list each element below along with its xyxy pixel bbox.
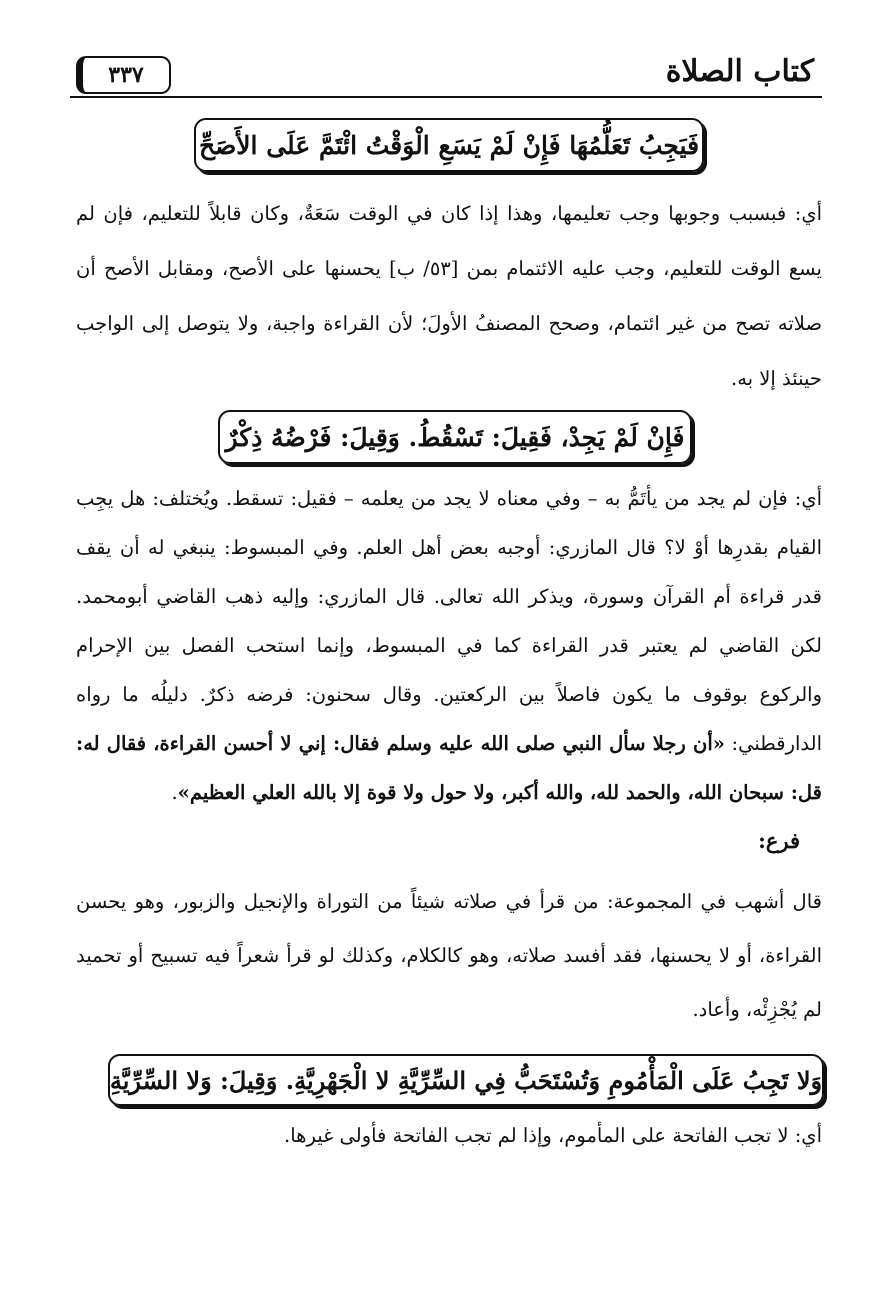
- commentary-text-3: أي: لا تجب الفاتحة على المأموم، وإذا لم تجب الفاتحة فأولى غيرها.: [284, 1124, 822, 1147]
- matn-box-3: [108, 1054, 824, 1106]
- matn-text-2: فَإِنْ لَمْ يَجِدْ، فَقِيلَ: تَسْقُطُ. وَقِيلَ: فَرْضُهُ ذِكْرٌ: [225, 422, 685, 452]
- far-paragraph: [76, 875, 822, 1037]
- matn-box-2: [218, 410, 692, 464]
- commentary-paragraph-2: [76, 474, 822, 817]
- matn-text-1: فَيَجِبُ تَعَلُّمُهَا فَإِنْ لَمْ يَسَعِ الْوَقْتُ ائْتَمَّ عَلَى الأَصَحِّ: [198, 130, 700, 160]
- book-title: كتاب الصلاة: [665, 54, 814, 89]
- hadith-quote: «أن رجلا سأل النبي صلى الله عليه وسلم فقال: إني لا أحسن القراءة، فقال له: قل: سبحان الله، والحمد لله، والله أكبر، ولا حول ولا قوة إلا بالله العلي العظيم»: [76, 732, 822, 804]
- commentary-text-2: أي: فإن لم يجد من يأتَمُّ به – وفي معناه لا يجد من يعلمه – فقيل: تسقط. ويُختلف: هل يجِب القيام بقدرِها أوْ لا؟ قال المازري: أوجبه بعض أهل العلم. وفي المبسوط: ينبغي له أن يقف قدر قراءة أم القرآن وسورة، ويذكر الله تعالى. قال المازري: وإليه ذهب القاضي أبومحمد. لكن القاضي لم يعتبر قدر القراءة كما في المبسوط، وإنما استحب الفصل بين الإحرام والركوع بوقوف ما يكون فاصلاً بين الركعتين. وقال سحنون: فرضه ذكرٌ. دليلُه ما رواه الدارقطني:: [76, 487, 822, 755]
- page-header: [70, 52, 822, 100]
- matn-box-1: [194, 118, 704, 172]
- commentary-paragraph-3: [76, 1112, 822, 1160]
- far-heading: فرع:: [758, 828, 800, 853]
- far-text: قال أشهب في المجموعة: من قرأ في صلاته شيئاً من التوراة والإنجيل والزبور، وهو يحسن القراءة، أو لا يحسنها، فقد أفسد صلاته، وهو كالكلام، وكذلك لو قرأ شعراً فيه تسبيح أو تحميد لم يُجْزِئْه، وأعاد.: [76, 890, 822, 1021]
- commentary-text-2-end: .: [171, 781, 178, 804]
- commentary-text-1: أي: فبسبب وجوبها وجب تعليمها، وهذا إذا كان في الوقت سَعَةٌ، وكان قابلاً للتعليم، فإن لم يسع الوقت للتعليم، وجب عليه الائتمام بمن [٥٣/ ب] يحسنها على الأصح، ومقابل الأصح أن صلاته تصح من غير ائتمام، وصحح المصنفُ الأولَ؛ لأن القراءة واجبة، ولا يتوصل إلى الواجب حينئذ إلا به.: [76, 202, 822, 390]
- matn-text-3: وَلا تَجِبُ عَلَى الْمَأْمُومِ وَتُسْتَحَبُّ فِي السِّرِّيَّةِ لا الْجَهْرِيَّةِ. وَقِيلَ: وَلا السِّرِّيَّةِ: [109, 1065, 823, 1095]
- header-rule: [70, 96, 822, 98]
- commentary-paragraph-1: [76, 186, 822, 406]
- page-number: ٣٣٧: [108, 62, 144, 88]
- page-number-box: [76, 56, 171, 94]
